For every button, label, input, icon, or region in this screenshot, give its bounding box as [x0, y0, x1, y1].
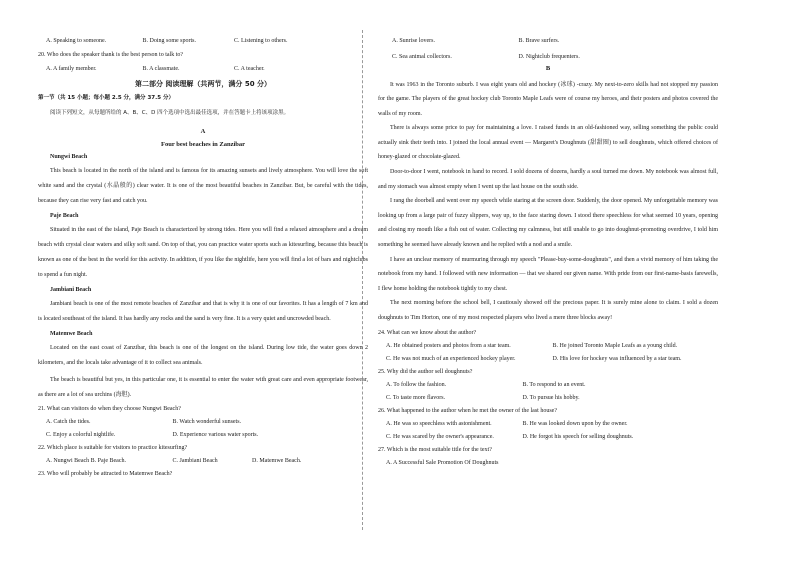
- q19-option-b: B. Doing some sports.: [142, 38, 197, 44]
- q22-option-c: C. Jambiani Beach: [172, 458, 218, 464]
- q20-option-a: A. A family member.: [46, 66, 97, 72]
- q25-option-d: D. To pursue his hobby.: [522, 394, 580, 401]
- q25-options-row1: [386, 382, 718, 388]
- jambiani-beach-heading: Jambiani Beach: [50, 287, 92, 293]
- q24-option-b: B. He joined Toronto Maple Leafs as a young child.: [552, 342, 678, 349]
- q24-options-row1: [386, 343, 718, 349]
- q21-options-row1: [46, 419, 368, 425]
- reading-instructions: 阅读下列短文，从每题所给的 A、B、C、D 四个选项中选出最佳选项，并在答题卡上将该项涂黑。: [50, 110, 290, 116]
- jambiani-beach-text: Jambiani beach is one of the most remote beaches of Zanzibar and that is why it is one of our favorites. It has a length of 7 km and is located southeast of the island. It has hardly any rocks and the sand is very fine. It is a very quiet and uncrowded beach.: [38, 301, 368, 322]
- q26-question: 26. What happened to the author when he met the owner of the last house?: [378, 407, 558, 414]
- q23-option-d: D. Nightclub frequenters.: [518, 54, 580, 60]
- q21-question: 21. What can visitors do when they choose Nungwi Beach?: [38, 406, 181, 412]
- q25-option-a: A. To follow the fashion.: [386, 381, 447, 388]
- passage-b-paragraph-5: I have an unclear memory of murmuring through my speech "Please-buy-some-doughnuts", and then a vivid memory of him taking the notebook from my hand. I followed with new information — that we shared our given name. With pride from our first-name-basis farewells, I flew home holding the notebook tightly to my chest.: [378, 256, 718, 292]
- nungwi-beach-heading: Nungwi Beach: [50, 154, 88, 160]
- q24-option-d: D. His love for hockey was influenced by a star team.: [552, 355, 682, 362]
- q20-question: 20. Who does the speaker thank is the best person to talk to?: [38, 52, 184, 58]
- q24-options-row2: [386, 356, 718, 362]
- q22-option-ab: A. Nungwi Beach B. Paje Beach.: [46, 458, 126, 464]
- q24-question: 24. What can we know about the author?: [378, 329, 477, 336]
- passage-b-paragraph-4: I rang the doorbell and went over my speech while staring at the screen door. Suddenly, the door opened. My unforgettable memory was looking up from a large pair of fuzzy slippers, way up, to the face staring down. I stood there speechless for what seemed 10 years, opening and closing my mouth like a fish out of water. Collecting my calmness, but still unable to go into doughnut-promoting overdrive, I told him something he seemed have already known and he replied with a nod and a smile.: [378, 198, 718, 249]
- q24-option-c: C. He was not much of an experienced hockey player.: [386, 355, 516, 362]
- passage-b-paragraph-1: It was 1963 in the Toronto suburb. I was eight years old and hockey (冰球) -crazy. My next-to-zero skills had not stopped my passion for the game. The players of the great hockey club Toronto Maple Leafs were of course my heroes, and their posters and photos covered the walls of my room.: [378, 81, 718, 117]
- q26-option-c: C. He was scared by the owner's appearance.: [386, 433, 494, 440]
- q25-option-c: C. To taste more flavors.: [386, 394, 446, 401]
- q25-option-b: B. To respond to an event.: [522, 381, 586, 388]
- passage-a-title: Four best beaches in Zanzibar: [160, 140, 246, 148]
- matemwe-beach-text-1: Located on the east coast of Zanzibar, this beach is one of the longest on the island. During low tide, the water goes down 2 kilometers, and the locals take advantage of it to collect sea animals.: [38, 345, 368, 366]
- q20-option-b: B. A classmate.: [142, 66, 180, 72]
- q19-option-c: C. Listening to others.: [234, 38, 288, 44]
- q27-question: 27. Which is the most suitable title for the text?: [378, 446, 492, 453]
- passage-b-paragraph-6: The next morning before the school bell, I cautiously showed off the precious paper. It is surely mine alone to claim. I sold a dozen doughnuts to Tim Horton, one of my most respected players who lived a mere three blocks away!: [378, 300, 718, 321]
- q26-options-row2: [386, 434, 718, 440]
- q23-option-c: C. Sea animal collectors.: [392, 54, 452, 60]
- q26-options-row1: [386, 421, 718, 427]
- nungwi-beach-text: This beach is located in the north of the island and is famous for its amazing sunsets and lively atmosphere. You will love the soft white sand and the crystal (水晶般的) clear water. It is one of the most beautiful beaches in Zanzibar. But, be careful with the tides, because they can rise very fast and catch you.: [38, 168, 368, 204]
- section1-heading: 第一节（共 15 小题；每小题 2.5 分，满分 37.5 分）: [38, 95, 174, 101]
- q20-options: [46, 66, 368, 76]
- q23-question: 23. Who will probably be attracted to Matemwe Beach?: [38, 471, 173, 477]
- q19-option-a: A. Speaking to someone.: [46, 38, 107, 44]
- q20-option-c: C. A teacher.: [234, 66, 265, 72]
- part2-title: 第二部分 阅读理解（共两节，满分 50 分）: [134, 80, 272, 88]
- q21-option-d: D. Experience various water sports.: [172, 432, 259, 438]
- q23-option-a: A. Sunrise lovers.: [392, 38, 435, 44]
- passage-b-letter: B: [545, 65, 551, 72]
- q22-option-d: D. Matemwe Beach.: [252, 458, 302, 464]
- q23-option-b: B. Brave surfers.: [518, 38, 560, 44]
- q22-options: [46, 458, 368, 464]
- paje-beach-text: Situated in the east of the island, Paje Beach is characterized by strong tides. Here you will find a relaxed atmosphere and a dream beach with crystal clear waters and silky soft sand. On top of that, you can practice water sports such as kitesurfing, because this beach is known as one of the best in the world for this activity. In addition, if you like the nightlife, here you will find a lot of bars and nightclubs to spend a fun night.: [38, 227, 368, 278]
- q23-options-row1: [392, 38, 718, 48]
- right-column: [378, 38, 718, 466]
- q21-option-c: C. Enjoy a colorful nightlife.: [46, 432, 116, 438]
- q26-option-a: A. He was so speechless with astonishment.: [386, 420, 492, 427]
- paje-beach-heading: Paje Beach: [50, 213, 79, 219]
- q21-option-a: A. Catch the tides.: [46, 419, 91, 425]
- left-column: [38, 38, 368, 477]
- q25-question: 25. Why did the author sell doughnuts?: [378, 368, 473, 375]
- q21-option-b: B. Watch wonderful sunsets.: [172, 419, 242, 425]
- matemwe-beach-text-2: The beach is beautiful but yes, in this particular one, it is essential to enter the water with great care and even appropriate footwear, as there are a lot of sea urchins (海胆).: [38, 377, 368, 398]
- passage-b-paragraph-2: There is always some price to pay for maintaining a love. I raised funds in an old-fashioned way, selling something the public could actually sink their teeth into. I joined the local annual event — Margaret's Doughnuts (甜甜圈) to sell doughnuts, which offered choices of honey-glazed or chocolate-glazed.: [378, 125, 718, 161]
- q26-option-b: B. He was looked down upon by the owner.: [522, 420, 628, 427]
- q21-options-row2: [46, 432, 368, 438]
- q27-option-a: A. A Successful Sale Promotion Of Doughnuts: [386, 459, 499, 466]
- q25-options-row2: [386, 395, 718, 401]
- passage-b-paragraph-3: Door-to-door I went, notebook in hand to record. I sold dozens of dozens, hardly a soul turned me down. My notebook was almost full, and my stomach was almost empty when I went up the last house on the south side.: [378, 169, 718, 190]
- q19-options: [46, 38, 368, 48]
- q24-option-a: A. He obtained posters and photos from a star team.: [386, 342, 511, 349]
- passage-a-letter: A: [200, 128, 206, 135]
- q23-options-row2: [392, 54, 718, 64]
- q22-question: 22. Which place is suitable for visitors to practice kitesurfing?: [38, 445, 188, 451]
- q26-option-d: D. He forgot his speech for selling doughnuts.: [522, 433, 634, 440]
- matemwe-beach-heading: Matemwe Beach: [50, 331, 93, 337]
